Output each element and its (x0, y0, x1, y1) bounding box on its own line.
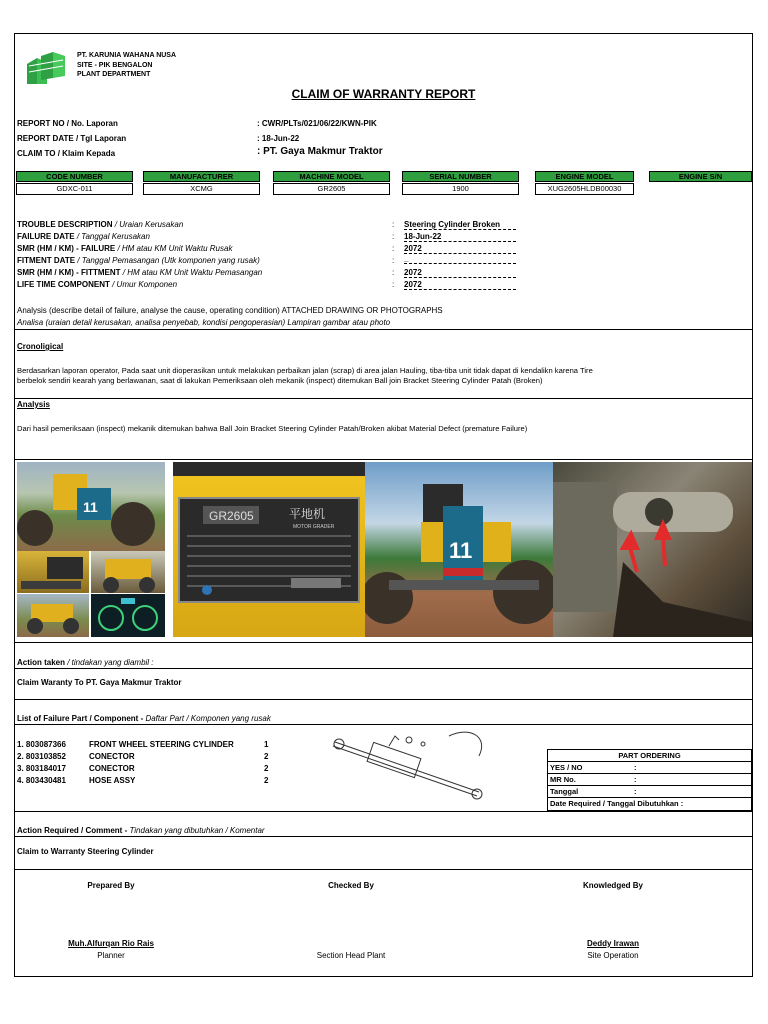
hdr-manufacturer: MANUFACTURER (143, 171, 260, 182)
smr-failure-label: SMR (HM / KM) - FAILURE / HM atau KM Unit Waktu Rusak (17, 244, 233, 253)
failure-date-label: FAILURE DATE / Tanggal Kerusakan (17, 232, 150, 241)
photo-nameplate (173, 462, 365, 637)
action-taken-text: Claim Waranty To PT. Gaya Makmur Traktor (17, 678, 182, 687)
smr-failure-value: 2072 (404, 244, 516, 254)
val-serial-number: 1900 (402, 183, 519, 195)
plate-chinese-text: 平地机 (289, 507, 326, 521)
val-engine-model: XUG2605HLDB00030 (535, 183, 634, 195)
report-date-value: : 18-Jun-22 (257, 134, 300, 143)
prepared-by-title: Planner (97, 951, 125, 960)
claim-to-label: CLAIM TO / Klaim Kepada (17, 149, 116, 158)
part-ordering-table (547, 749, 752, 811)
report-page: PT. KARUNIA WAHANA NUSA SITE - PIK BENGALON PLANT DEPARTMENT CLAIM OF WARRANTY REPORT REPORT NO / No. Laporan : CWR/PLTs/021/06/22/KWN-PIK REPORT DATE / Tgl Laporan : 18-Jun-22 CLAIM TO / Klaim Kepada : PT. Gaya Makmur Traktor CODE NUMBER MANUFACTURER MACHINE MODEL SERIAL NUMBER ENGINE MODEL ENGINE S/N GDXC-011 XCMG GR2605 1900 XUG2605HLDB00030 TROUBLE DESCRIPTION / Uraian Kerusakan : Steering Cylinder Broken FAILURE DATE / Tanggal Kerusakan : 18-Jun-22 SMR (HM / KM) - FAILURE / HM atau KM Unit Waktu Rusak : 2072 FITMENT DATE / Tanggal Pemasangan (Utk komponen yang rusak) : _ SMR (HM / KM) - FITTMENT / HM atau KM Unit Waktu Pemasangan : 2072 LIFE TIME COMPONENT / Umur Komponen : 2072 Analysis (describe detail of failure, analyse the cause, operating condition) ATTACHED DRAWING OR PHOTOGRAPHS Analisa (uraian detail kerusakan, analisa penyebab, kondisi pengoperasian) Lampiran gambar atau photo Cronoligical Berdasarkan laporan operator, Pada saat unit dioperasikan untuk melakukan perbaikan jalan (scrap) di area jalan Hauling, tiba-tiba unit tidak dapat di kendalikn karena Tire berbelok sendiri kearah yang berlawanan, saat di lakukan Pemeriksaan oleh mekanik (inspect) ditemukan Ball join Bracket Steering Cylinder Patah (Broken) Analysis Dari hasil pemeriksaan (inspect) mekanik ditemukan bahwa Ball Join Bracket Steering Cylinder Patah/Broken akibat Material Defect (premature Failure) 11 GR2605 平地机 MOTOR GRADER 11 Action taken / tindakan yang diambil : Claim Waranty To PT. Gaya Makmur Traktor List of Failure Part / Component - Daftar Part / Komponen yang rusak 1. 803087366 FRONT WHEEL STEERING CYLINDER 1 2. 803103852 CONECTOR 2 3. 803184017 CONECTOR 2 4. 803430481 HOSE ASSY 2 PART ORDERING YES / NO : MR No. : Tanggal : Date Required / Tanggal Dibutuhkan : Action Required / Comment - Tindakan yang dibutuhkan / Komentar Claim to Warranty Steering Cylinder Prepared By Checked By Knowledged By Muh.Alfurqan Rio Rais Deddy Irawan Planner Section Head Plant Site Operation (14, 33, 753, 977)
part-name-2: CONECTOR (89, 752, 135, 761)
prepared-by-name: Muh.Alfurqan Rio Rais (68, 939, 154, 948)
hdr-engine-sn: ENGINE S/N (649, 171, 752, 182)
val-engine-sn (649, 183, 752, 195)
hdr-machine-model: MACHINE MODEL (273, 171, 390, 182)
action-taken-label: Action taken / tindakan yang diambil : (17, 658, 154, 667)
po-tanggal-row: Tanggal : (548, 786, 751, 798)
report-title: CLAIM OF WARRANTY REPORT (291, 87, 476, 101)
photo-grader-front (365, 462, 553, 637)
hdr-code-number: CODE NUMBER (16, 171, 133, 182)
cronological-text-1: Berdasarkan laporan operator, Pada saat unit dioperasikan untuk melakukan perbaikan jalan (scrap) di area jalan Hauling, tiba-tiba unit tidak dapat di kendalikn karena Tire (17, 366, 593, 375)
part-qty-1: 1 (264, 740, 269, 749)
analysis-text: Dari hasil pemeriksaan (inspect) mekanik ditemukan bahwa Ball Join Bracket Steering Cylinder Patah/Broken akibat Material Defect (premature Failure) (17, 424, 528, 433)
part-no-4: 4. 803430481 (17, 776, 66, 785)
fitment-date-value: _ (404, 254, 516, 264)
claim-to-value: : PT. Gaya Makmur Traktor (257, 146, 383, 157)
failure-parts-label: List of Failure Part / Component - Daftar Part / Komponen yang rusak (17, 714, 271, 723)
cronological-text-2: berbelok sendiri kearah yang berlawanan, saat di lakukan Pemeriksaan oleh mekanik (inspect) ditemukan Ball join Bracket Steering Cylinder Patah (Broken) (17, 376, 543, 385)
lifetime-value: 2072 (404, 280, 516, 290)
smr-fitment-value: 2072 (404, 268, 516, 278)
part-qty-3: 2 (264, 764, 269, 773)
val-manufacturer: XCMG (143, 183, 260, 195)
checked-by-title: Section Head Plant (316, 951, 386, 960)
photo-broken-bracket (553, 462, 752, 637)
photo-grader-rear-small (17, 594, 89, 637)
cronological-heading: Cronoligical (17, 342, 64, 351)
knowledged-by-name: Deddy Irawan (586, 939, 639, 948)
plate-model-text: GR2605 (209, 509, 254, 523)
steering-cylinder-drawing-icon (329, 726, 495, 806)
part-ordering-title: PART ORDERING (548, 750, 751, 762)
analysis-heading: Analysis (17, 400, 50, 409)
photo-grader-side-small (91, 551, 165, 593)
po-date-required-row: Date Required / Tanggal Dibutuhkan : (550, 799, 684, 808)
part-no-3: 3. 803184017 (17, 764, 66, 773)
analysis-note-en: Analysis (describe detail of failure, analyse the cause, operating condition) ATTACHED DRAWING OR PHOTOGRAPHS (17, 306, 443, 315)
po-mr-no-row: MR No. : (548, 774, 751, 786)
photo-nameplate-small (17, 551, 89, 593)
unit-number-badge: 11 (83, 499, 98, 515)
part-no-1: 1. 803087366 (17, 740, 66, 749)
hdr-engine-model: ENGINE MODEL (535, 171, 634, 182)
po-yes-no-row: YES / NO : (548, 762, 751, 774)
knowledged-by-title: Site Operation (587, 951, 639, 960)
part-no-2: 2. 803103852 (17, 752, 66, 761)
company-site: SITE - PIK BENGALON (77, 61, 153, 69)
fitment-date-label: FITMENT DATE / Tanggal Pemasangan (Utk komponen yang rusak) (17, 256, 260, 265)
part-qty-2: 2 (264, 752, 269, 761)
part-name-1: FRONT WHEEL STEERING CYLINDER (89, 740, 234, 749)
report-no-label: REPORT NO / No. Laporan (17, 119, 118, 128)
action-required-text: Claim to Warranty Steering Cylinder (17, 847, 154, 856)
report-date-label: REPORT DATE / Tgl Laporan (17, 134, 127, 143)
val-machine-model: GR2605 (273, 183, 390, 195)
unit-number-badge-large: 11 (449, 538, 473, 563)
failure-date-value: 18-Jun-22 (404, 232, 516, 242)
analysis-note-id: Analisa (uraian detail kerusakan, analisa penyebab, kondisi pengoperasian) Lampiran gambar atau photo (17, 318, 391, 327)
action-required-label: Action Required / Comment - Tindakan yang dibutuhkan / Komentar (17, 826, 265, 835)
lifetime-label: LIFE TIME COMPONENT / Umur Komponen (17, 280, 178, 289)
hdr-serial-number: SERIAL NUMBER (402, 171, 519, 182)
val-code-number: GDXC-011 (16, 183, 133, 195)
smr-fitment-label: SMR (HM / KM) - FITTMENT / HM atau KM Unit Waktu Pemasangan (17, 268, 263, 277)
plate-sub-text: MOTOR GRADER (293, 524, 335, 530)
prepared-by-label: Prepared By (87, 881, 135, 890)
knowledged-by-label: Knowledged By (582, 881, 643, 890)
company-logo-icon (25, 52, 67, 86)
part-qty-4: 2 (264, 776, 269, 785)
part-name-4: HOSE ASSY (89, 776, 136, 785)
report-no-value: : CWR/PLTs/021/06/22/KWN-PIK (257, 119, 377, 128)
company-info (77, 51, 176, 80)
photo-dashboard-small (91, 594, 165, 637)
part-name-3: CONECTOR (89, 764, 135, 773)
checked-by-label: Checked By (328, 881, 374, 890)
company-dept: PLANT DEPARTMENT (77, 71, 151, 78)
company-name: PT. KARUNIA WAHANA NUSA (77, 52, 177, 59)
trouble-desc-value: Steering Cylinder Broken (404, 220, 516, 230)
photo-grader-front-small (17, 462, 165, 551)
trouble-desc-label: TROUBLE DESCRIPTION / Uraian Kerusakan (17, 220, 184, 229)
